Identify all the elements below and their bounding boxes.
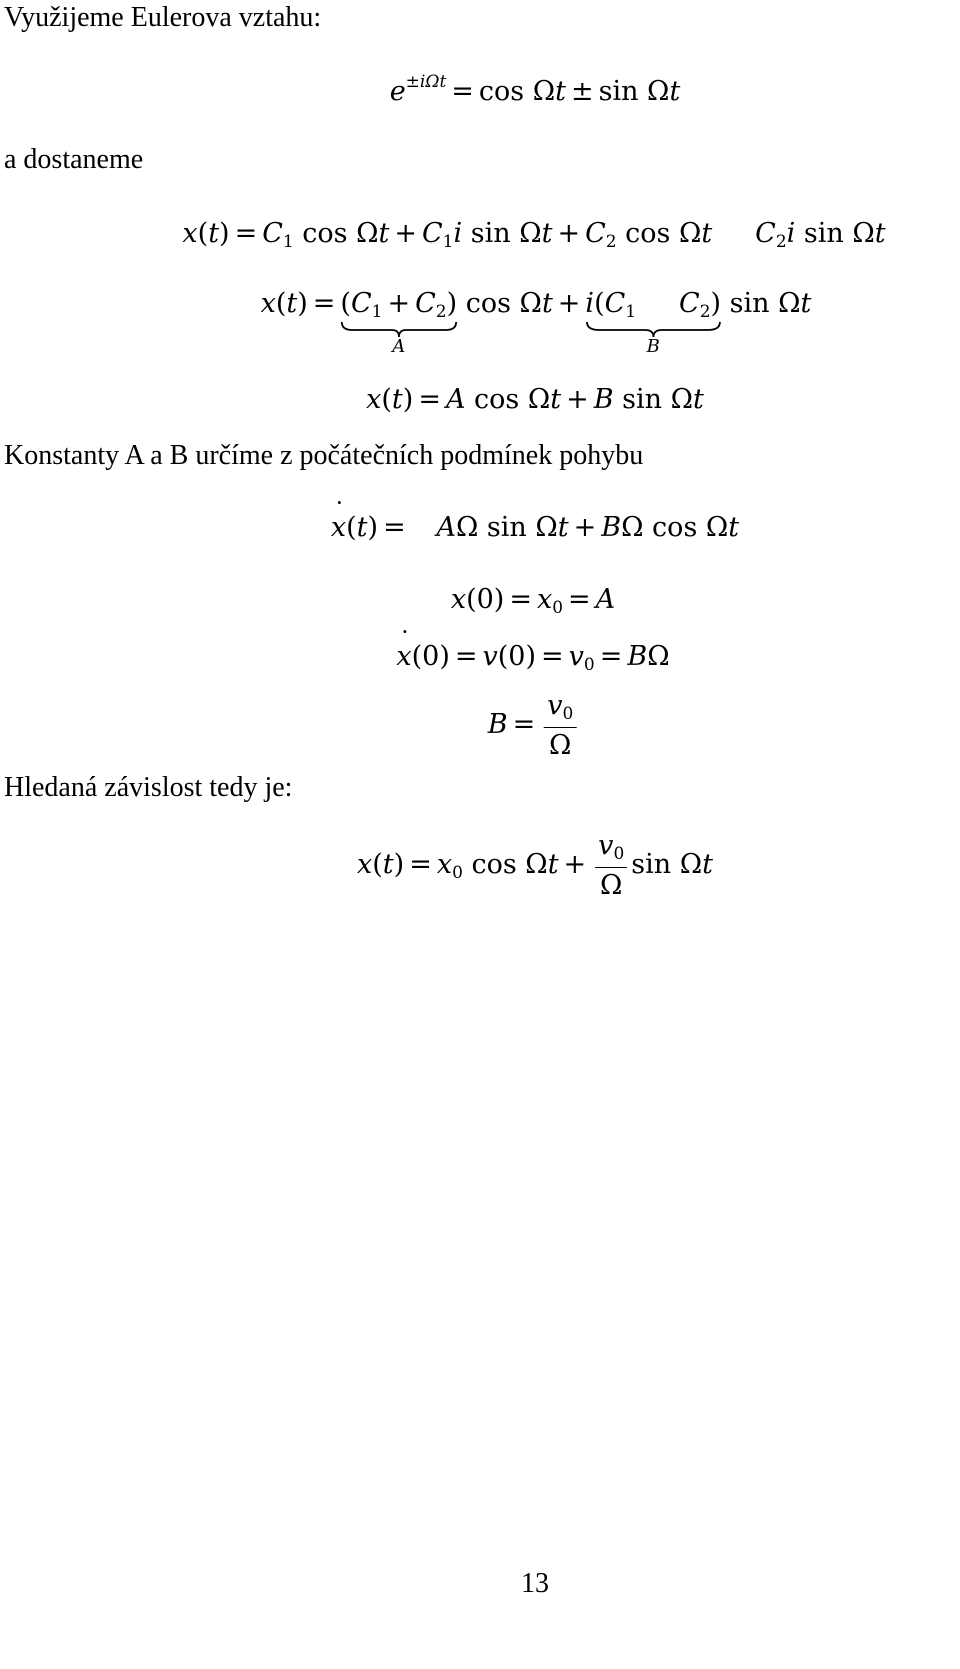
and-get-text: a dostaneme (4, 144, 144, 175)
underbrace-a: $(C_1 + C_2)$ A (340, 288, 458, 357)
underbrace-b: $i(C_1$ $C_2$) B (585, 288, 722, 357)
equation-final-solution: $x(t) = x_0$ cos Ωt + $\frac{v_0}{\Omega}$ sin Ωt (357, 830, 713, 901)
constants-text: Konstanty A a B určíme z počátečních podmínek pohybu (4, 440, 644, 471)
equation-derivative: x ˙(t) = AΩ sin Ωt + BΩ cos Ωt (331, 514, 739, 541)
equation-euler: $e^{\pm i\Omega t} = \cos \Omega t \pm \sin \Omega t$ (389, 72, 681, 107)
page-number: 13 (521, 1568, 549, 1599)
equation-b-value: B = $\frac{v_0}{\Omega}$ (488, 692, 581, 759)
result-text: Hledaná závislost tedy je: (4, 772, 293, 803)
intro-text: Využijeme Eulerova vztahu: (4, 2, 322, 33)
equation-initial-position: $x(0) = x_0 = A$ (450, 584, 616, 618)
equation-expansion: $x(t) = C_1$ $\cos \Omega t + C_1i$ $\sin \Omega t + C_2$ cos Ωt $C_2i$ sin Ωt (182, 218, 886, 252)
equation-initial-velocity: x ˙(0) = $v(0) = v_0 = B\Omega$ (396, 643, 669, 674)
equation-general-solution: x(t) = A cos Ωt + B sin Ωt (366, 384, 704, 415)
equation-grouped: $x(t) = (C_1 + C_2)$ A $\cos \Omega t + i(C_1$ $C_2$) B sin Ωt (260, 288, 812, 357)
